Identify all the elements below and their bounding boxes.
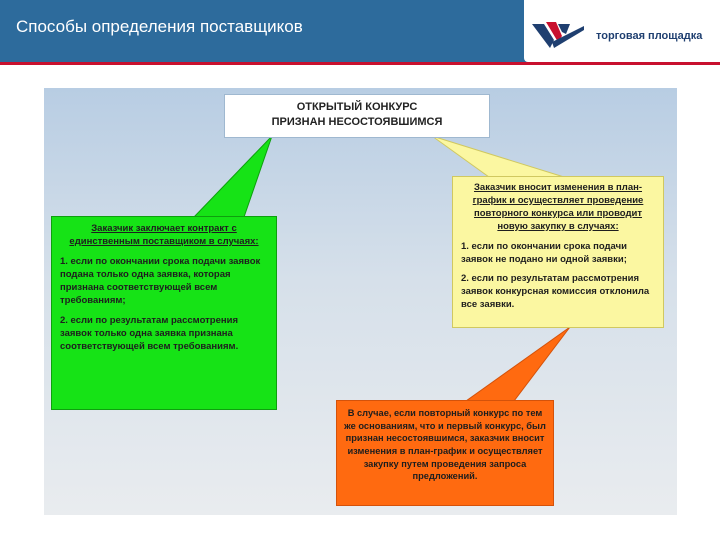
logo <box>524 0 720 62</box>
yellow-callout-pointer <box>432 136 564 177</box>
green-box-item-1: 1. если по окончании срока подачи заявок подана только одна заявка, которая признана соответствующей всем требованиям; <box>60 255 261 306</box>
green-box-heading: Заказчик заключает контракт с единственным поставщиком в случаях: <box>69 223 259 247</box>
header-divider <box>0 62 720 65</box>
yellow-box-heading: Заказчик вносит изменения в план-график и осуществляет проведение повторного конкурса или проводит новую закупку в случаях: <box>472 182 644 232</box>
orange-box-text: В случае, если повторный конкурс по тем же основаниям, что и первый конкурс, был признан несостоявшимся, заказчик вносит изменения в план-график и осуществляет закупку путем проведения запроса предложений. <box>344 408 546 482</box>
logo-text: торговая площадка <box>596 30 703 42</box>
top-box-failed-tender <box>224 94 490 138</box>
orange-callout-pointer <box>466 327 570 401</box>
slide-title: Способы определения поставщиков <box>16 17 303 36</box>
orange-box-request-for-proposals <box>336 400 554 506</box>
yellow-box-item-2: 2. если по результатам рассмотрения заявок конкурсная комиссия отклонила все заявки. <box>461 273 650 311</box>
trading-platform-logo-icon <box>530 18 586 52</box>
green-box-item-2: 2. если по результатам рассмотрения заявок только одна заявка признана соответствующей всем требованиям. <box>60 315 239 353</box>
green-callout-pointer <box>194 136 272 217</box>
diagram-panel <box>44 88 677 515</box>
top-box-line-1: ОТКРЫТЫЙ КОНКУРС <box>296 101 418 113</box>
green-box-single-supplier <box>51 216 277 410</box>
slide-header <box>0 0 720 62</box>
yellow-box-repeat-tender <box>452 176 664 328</box>
yellow-box-item-1: 1. если по окончании срока подачи заявок не подано ни одной заявки; <box>461 240 627 265</box>
top-box-line-2: ПРИЗНАН НЕСОСТОЯВШИМСЯ <box>271 115 443 128</box>
